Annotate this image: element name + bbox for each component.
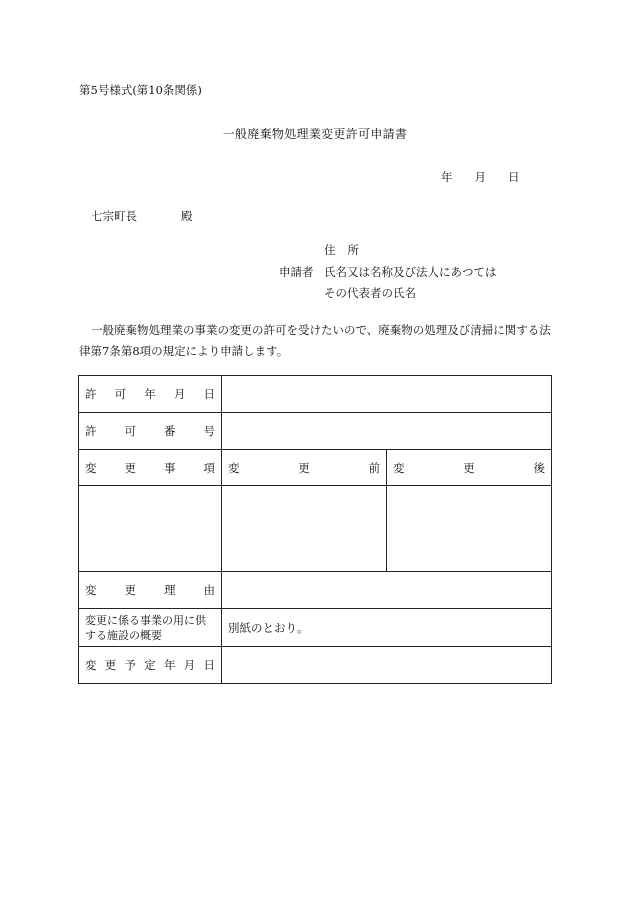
scheduled-date-value[interactable] [222,647,552,684]
label-char: 更 [124,583,136,597]
form-number: 第5号様式(第10条関係) [79,83,202,97]
facility-label-line-1: 変更に係る事業の用に供 [85,613,206,627]
applicant-label: 申請者 [279,265,314,279]
label-char: 定 [144,658,156,672]
addressee-name: 七宗町長 [91,209,137,223]
change-item-chars [85,460,215,476]
label-char: 可 [124,424,136,438]
before-change-chars [228,460,380,476]
applicant-representative-label: その代表者の氏名 [324,286,416,300]
row-facility-overview [79,609,552,647]
label-char: 月 [173,387,186,401]
facility-overview-value[interactable]: 別紙のとおり。 [222,609,552,647]
label-char: 項 [203,460,215,475]
permit-date-chars [85,386,215,402]
permit-number-label [79,413,222,450]
label-char: 変 [85,583,97,597]
label-char: 変 [228,460,240,475]
permit-date-label [79,376,222,413]
before-change-value[interactable] [222,486,387,572]
label-char: 前 [368,460,380,475]
label-char: 年 [144,387,156,401]
document-title: 一般廃棄物処理業変更許可申請書 [222,127,408,141]
before-change-header [222,450,387,486]
label-char: 月 [183,658,196,672]
addressee [91,208,193,224]
application-statement [79,320,559,362]
label-char: 番 [164,424,176,438]
row-change-content [79,486,552,572]
change-reason-label [79,572,222,609]
label-char: 変 [393,460,405,475]
label-char: 日 [203,658,215,672]
application-form-table [78,375,552,684]
row-change-header [79,450,552,486]
label-char: 更 [298,460,310,475]
permit-number-chars [85,423,215,439]
permit-number-value[interactable] [222,413,552,450]
label-char: 号 [203,424,215,438]
after-change-chars [393,460,545,476]
applicant-name-label: 氏名又は名称及び法人にあつては [324,265,497,279]
facility-label-line-2: する施設の概要 [85,628,162,642]
label-char: 日 [203,387,215,401]
row-permit-number [79,413,552,450]
change-item-label [79,450,222,486]
label-char: 更 [463,460,475,475]
scheduled-date-chars [85,657,215,673]
label-char: 年 [164,658,176,672]
date-month-label: 月 [474,170,486,184]
addressee-honorific: 殿 [181,209,193,223]
label-char: 更 [124,460,136,475]
change-item-value[interactable] [79,486,222,572]
row-change-reason [79,572,552,609]
scheduled-date-label [79,647,222,684]
row-scheduled-date [79,647,552,684]
facility-overview-label [79,609,222,647]
date-day-label: 日 [508,170,520,184]
applicant-address-label [324,242,359,258]
change-reason-value[interactable] [222,572,552,609]
after-change-header [387,450,552,486]
address-label-char-2: 所 [347,243,359,257]
row-permit-date [79,376,552,413]
statement-text: 一般廃棄物処理業の事業の変更の許可を受けたいので、廃棄物の処理及び清掃に関する法律第7条第8項の規定により申請します。 [79,323,551,358]
label-char: 理 [164,583,176,597]
label-char: 変 [85,460,97,475]
label-char: 許 [85,424,97,438]
date-line [441,169,520,185]
permit-date-value[interactable] [222,376,552,413]
label-char: 由 [203,583,215,597]
after-change-value[interactable] [387,486,552,572]
label-char: 変 [85,658,97,672]
label-char: 事 [164,460,176,475]
change-reason-chars [85,582,215,598]
label-char: 後 [533,460,545,475]
address-label-char-1: 住 [324,243,336,257]
label-char: 更 [104,658,117,672]
label-char: 可 [114,387,127,401]
date-year-label: 年 [441,170,453,184]
label-char: 許 [85,387,97,401]
label-char: 予 [124,658,136,672]
